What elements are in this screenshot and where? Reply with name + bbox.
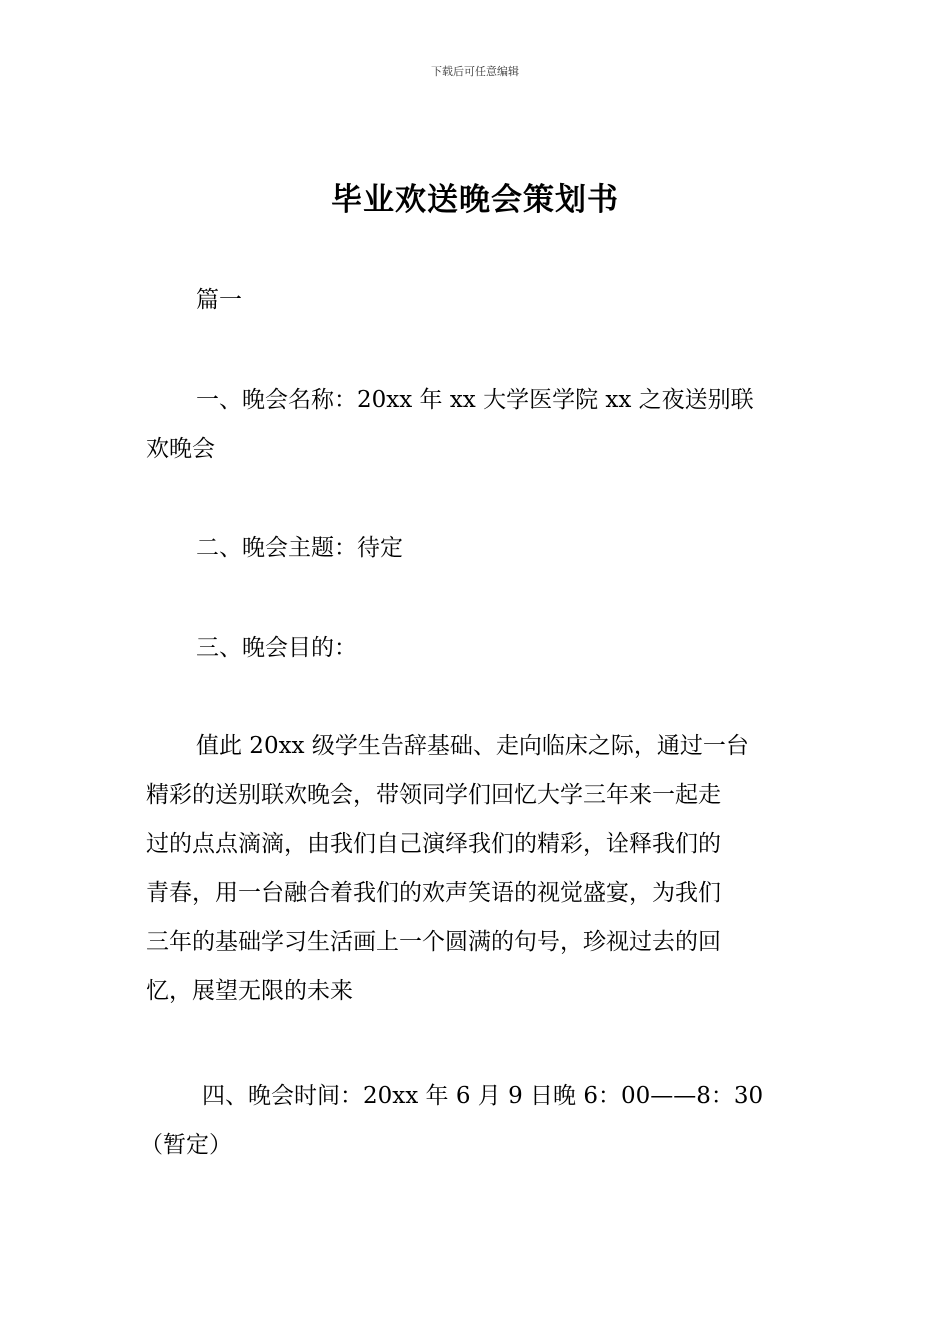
item-event-purpose-body: [146, 722, 810, 1016]
purpose-line-3: 过的点点滴滴，由我们自己演绎我们的精彩，诠释我们的: [146, 831, 721, 857]
item-event-purpose-heading-text: 三、晚会目的：: [196, 635, 357, 661]
purpose-line-1: 值此 20xx 级学生告辞基础、走向临床之际，通过一台: [196, 733, 749, 759]
item-event-purpose-heading: [146, 624, 810, 673]
item-event-name-line-1: 一、晚会名称：20xx 年 xx 大学医学院 xx 之夜送别联: [196, 387, 754, 413]
item-event-time-line-1: 四、晚会时间：20xx 年 6 月 9 日晚 6：00——8：30: [202, 1083, 764, 1109]
section-label-text: 篇一: [196, 287, 242, 313]
purpose-line-2: 精彩的送别联欢晚会，带领同学们回忆大学三年来一起走: [146, 782, 721, 808]
item-event-theme: [146, 524, 810, 573]
item-event-name-line-2: 欢晚会: [146, 436, 215, 462]
purpose-line-4: 青春，用一台融合着我们的欢声笑语的视觉盛宴，为我们: [146, 880, 721, 906]
purpose-line-5: 三年的基础学习生活画上一个圆满的句号，珍视过去的回: [146, 929, 721, 955]
purpose-line-6: 忆，展望无限的未来: [146, 978, 353, 1004]
section-label: [146, 276, 810, 325]
header-note: 下载后可任意编辑: [431, 65, 519, 78]
document-title: 毕业欢送晚会策划书: [331, 182, 619, 218]
item-event-time: [140, 1072, 810, 1170]
item-event-theme-text: 二、晚会主题：待定: [196, 535, 403, 561]
item-event-time-line-2: （暂定）: [140, 1132, 232, 1158]
item-event-name: [146, 376, 810, 474]
